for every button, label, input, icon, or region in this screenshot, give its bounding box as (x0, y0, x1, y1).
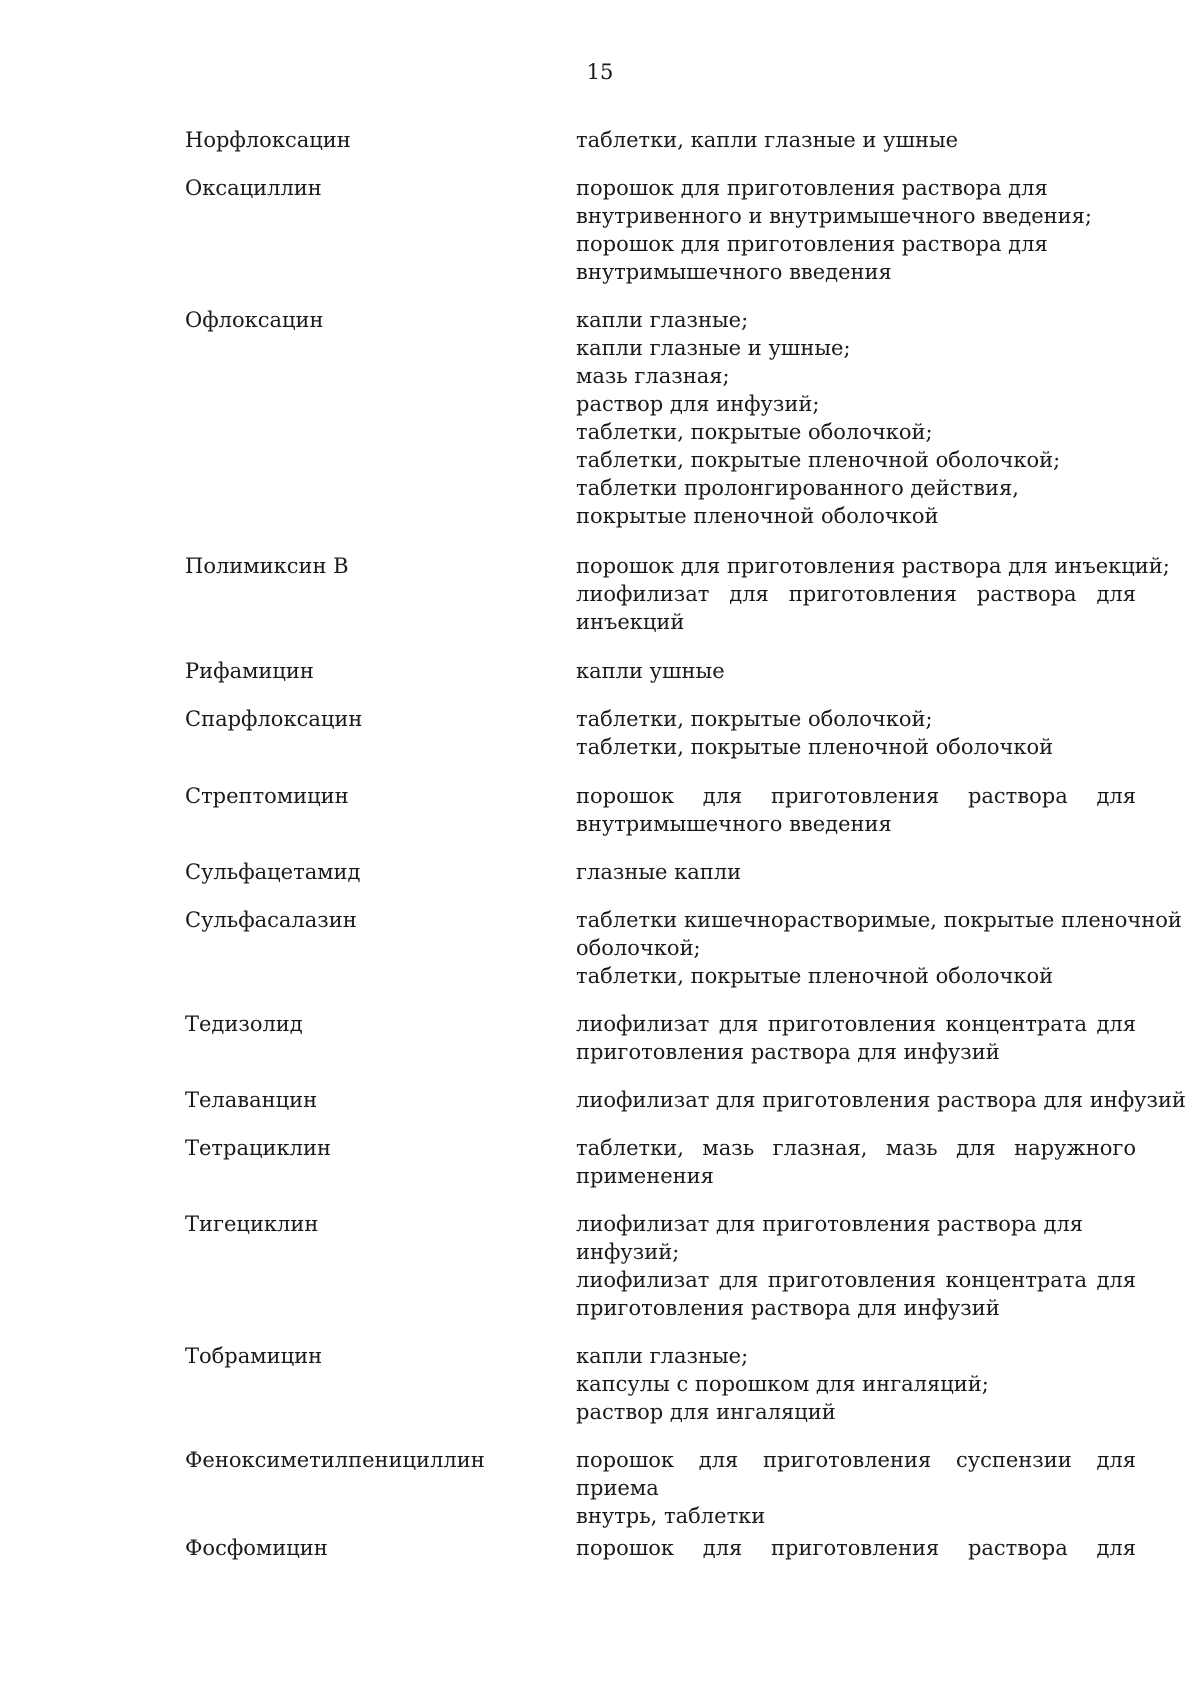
dosage-form-line: таблетки, покрытые оболочкой; (576, 420, 933, 444)
drug-name: Тигециклин (185, 1212, 319, 1236)
dosage-form-line: лиофилизат для приготовления раствора для (576, 582, 1136, 606)
dosage-forms (576, 1210, 1136, 1322)
dosage-form-line: таблетки, покрытые пленочной оболочкой (576, 735, 1054, 759)
dosage-form-line: лиофилизат для приготовления раствора для (576, 1212, 1084, 1236)
dosage-forms (576, 174, 1136, 286)
dosage-form-line: инъекций (576, 610, 685, 634)
dosage-form-line: таблетки, покрытые оболочкой; (576, 707, 933, 731)
drug-name: Тедизолид (185, 1012, 303, 1036)
dosage-forms (576, 126, 1136, 154)
dosage-form-line: раствор для инфузий; (576, 392, 820, 416)
dosage-form-line: оболочкой; (576, 936, 701, 960)
drug-name: Тобрамицин (185, 1344, 323, 1368)
drug-name: Полимиксин В (185, 554, 349, 578)
dosage-forms (576, 552, 1170, 636)
drug-name: Рифамицин (185, 659, 314, 683)
dosage-form-line: таблетки пролонгированного действия, (576, 476, 1019, 500)
drug-name: Тетрациклин (185, 1136, 331, 1160)
dosage-form-line: капли глазные и ушные; (576, 336, 851, 360)
dosage-forms (576, 1010, 1136, 1066)
dosage-forms (576, 1446, 1136, 1530)
dosage-form-line: мазь глазная; (576, 364, 730, 388)
dosage-form-line: порошок для приготовления раствора для инъекций; (576, 554, 1170, 578)
dosage-form-line: приготовления раствора для инфузий (576, 1296, 1000, 1320)
dosage-form-line: таблетки кишечнорастворимые, покрытые пленочной (576, 908, 1182, 932)
drug-name: Феноксиметилпенициллин (185, 1448, 485, 1472)
dosage-form-line: порошок для приготовления раствора для (576, 232, 1048, 256)
dosage-form-line: инфузий; (576, 1240, 680, 1264)
dosage-form-line: порошок для приготовления раствора для (576, 176, 1048, 200)
drug-name: Фосфомицин (185, 1536, 328, 1560)
page-number: 15 (586, 60, 614, 84)
dosage-form-line: порошок для приготовления раствора для (576, 784, 1136, 808)
dosage-form-line: порошок для приготовления суспензии для приема (576, 1448, 1136, 1500)
dosage-form-line: раствор для ингаляций (576, 1400, 836, 1424)
dosage-forms (576, 1086, 1186, 1114)
dosage-form-line: капли ушные (576, 659, 725, 683)
dosage-form-line: капли глазные; (576, 308, 749, 332)
drug-name: Оксациллин (185, 176, 322, 200)
dosage-forms (576, 705, 1136, 761)
dosage-form-line: внутримышечного введения (576, 260, 892, 284)
dosage-forms (576, 858, 1136, 886)
dosage-form-line: капли глазные; (576, 1344, 749, 1368)
dosage-form-line: капсулы с порошком для ингаляций; (576, 1372, 989, 1396)
dosage-form-line: лиофилизат для приготовления концентрата для (576, 1268, 1136, 1292)
dosage-form-line: лиофилизат для приготовления концентрата для (576, 1012, 1136, 1036)
drug-name: Спарфлоксацин (185, 707, 363, 731)
dosage-forms (576, 1534, 1136, 1562)
dosage-forms (576, 906, 1182, 990)
dosage-form-line: применения (576, 1164, 714, 1188)
dosage-form-line: таблетки, покрытые пленочной оболочкой (576, 964, 1054, 988)
dosage-forms (576, 306, 1136, 530)
drug-name: Стрептомицин (185, 784, 349, 808)
dosage-form-line: приготовления раствора для инфузий (576, 1040, 1000, 1064)
dosage-forms (576, 1342, 1136, 1426)
dosage-forms (576, 657, 1136, 685)
dosage-form-line: внутрь, таблетки (576, 1504, 766, 1528)
dosage-forms (576, 782, 1136, 838)
drug-name: Телаванцин (185, 1088, 318, 1112)
dosage-forms (576, 1134, 1136, 1190)
dosage-form-line: таблетки, покрытые пленочной оболочкой; (576, 448, 1061, 472)
drug-name: Норфлоксацин (185, 128, 351, 152)
dosage-form-line: порошок для приготовления раствора для (576, 1536, 1136, 1560)
dosage-form-line: лиофилизат для приготовления раствора для инфузий (576, 1088, 1186, 1112)
drug-name: Офлоксацин (185, 308, 324, 332)
dosage-form-line: внутримышечного введения (576, 812, 892, 836)
dosage-form-line: глазные капли (576, 860, 742, 884)
drug-name: Сульфасалазин (185, 908, 357, 932)
dosage-form-line: таблетки, мазь глазная, мазь для наружного (576, 1136, 1136, 1160)
dosage-form-line: таблетки, капли глазные и ушные (576, 128, 959, 152)
dosage-form-line: внутривенного и внутримышечного введения; (576, 204, 1092, 228)
dosage-form-line: покрытые пленочной оболочкой (576, 504, 939, 528)
drug-name: Сульфацетамид (185, 860, 361, 884)
